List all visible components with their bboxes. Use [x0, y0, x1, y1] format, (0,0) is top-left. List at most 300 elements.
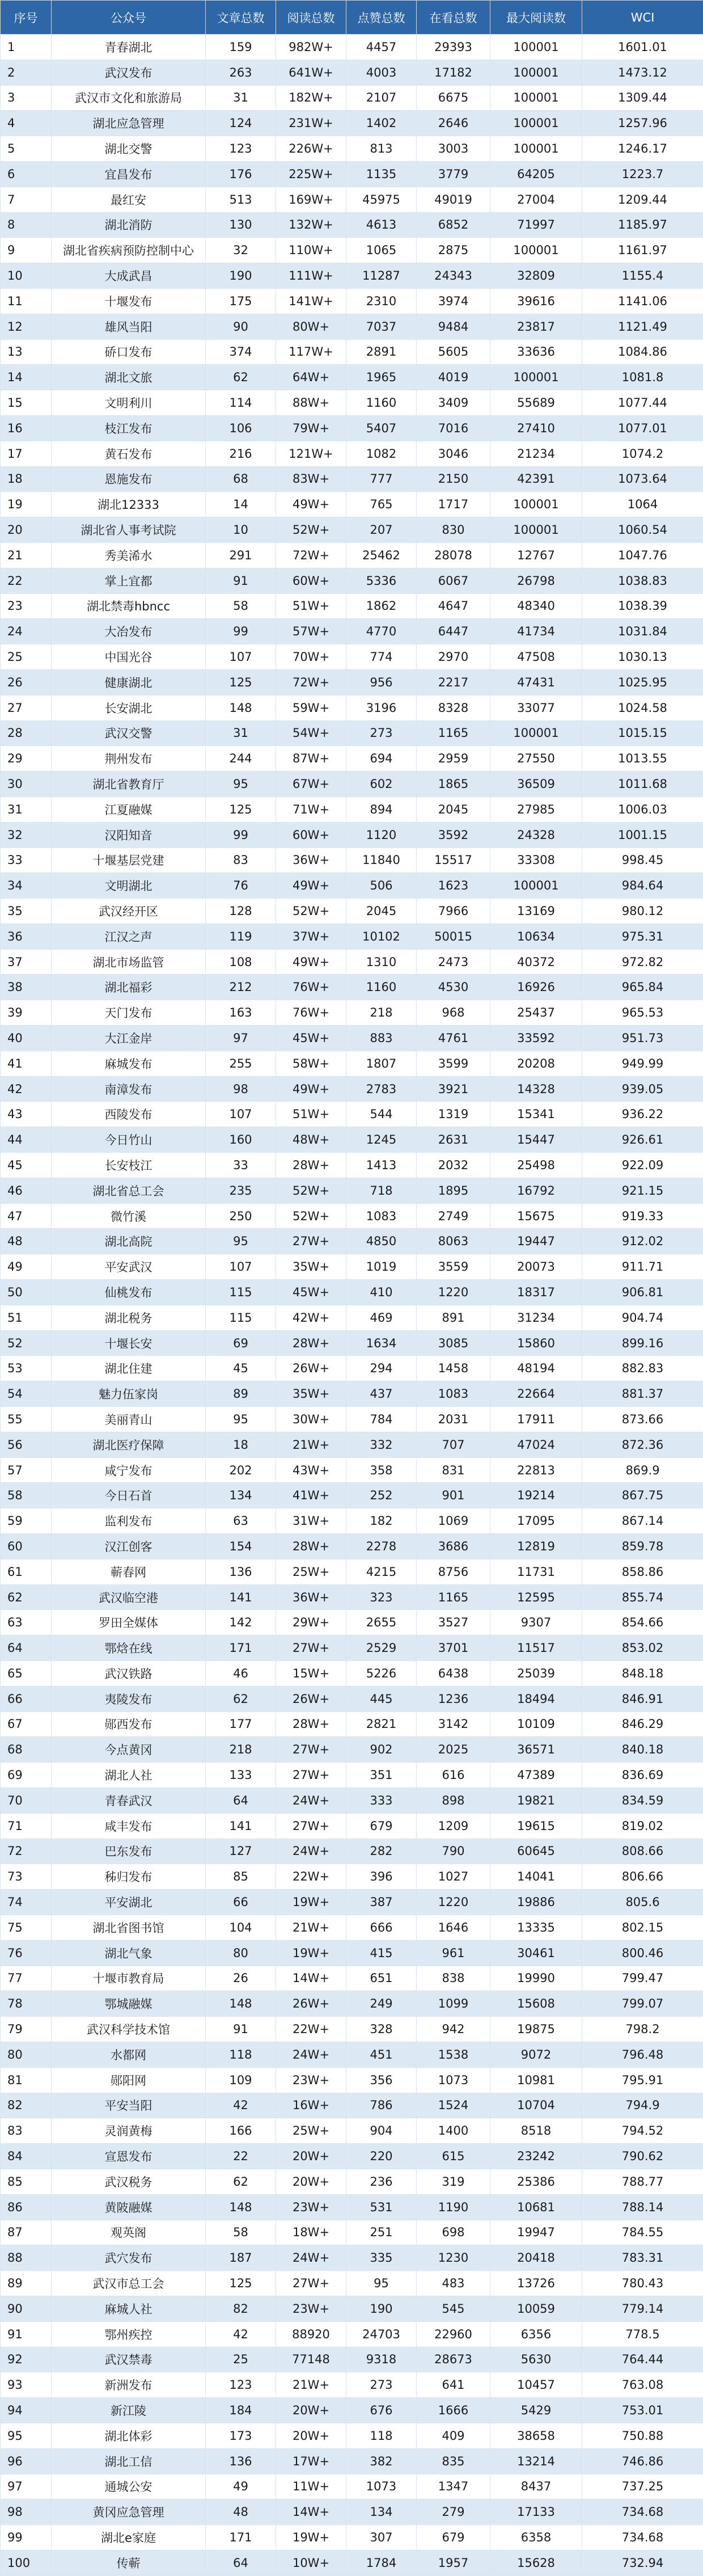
likes-cell: 410 — [346, 1280, 417, 1305]
account-name-cell: 今点黄冈 — [52, 1737, 206, 1763]
articles-cell: 160 — [206, 1127, 276, 1153]
table-row — [1, 390, 703, 416]
reads-cell: 20W+ — [276, 2398, 346, 2423]
watching-cell: 1230 — [417, 2245, 490, 2271]
articles-cell: 154 — [206, 1534, 276, 1559]
likes-cell: 10102 — [346, 924, 417, 949]
account-name-cell: 湖北气象 — [52, 1940, 206, 1966]
reads-cell: 26W+ — [276, 1991, 346, 2017]
articles-cell: 58 — [206, 2220, 276, 2245]
account-name-cell: 武汉市文化和旅游局 — [52, 85, 206, 111]
likes-cell: 5336 — [346, 568, 417, 593]
wci-cell: 1141.06 — [582, 288, 703, 314]
articles-cell: 115 — [206, 1280, 276, 1305]
table-row — [1, 2347, 703, 2372]
table-row — [1, 1787, 703, 1813]
max-reads-cell: 32809 — [490, 263, 582, 289]
reads-cell: 72W+ — [276, 542, 346, 568]
watching-cell: 2031 — [417, 1407, 490, 1432]
max-reads-cell: 19214 — [490, 1483, 582, 1508]
watching-cell: 1209 — [417, 1813, 490, 1839]
articles-cell: 136 — [206, 2448, 276, 2474]
account-name-cell: 南漳发布 — [52, 1076, 206, 1102]
account-name-cell: 监利发布 — [52, 1508, 206, 1534]
max-reads-cell: 20208 — [490, 1051, 582, 1076]
table-row — [1, 1610, 703, 1635]
watching-cell: 2025 — [417, 1737, 490, 1763]
account-name-cell: 武汉经开区 — [52, 899, 206, 924]
reads-cell: 117W+ — [276, 339, 346, 365]
likes-cell: 358 — [346, 1457, 417, 1483]
wci-cell: 965.53 — [582, 1000, 703, 1026]
max-reads-cell: 100001 — [490, 720, 582, 746]
rank-cell: 41 — [1, 1051, 52, 1076]
table-row — [1, 339, 703, 365]
watching-cell: 3409 — [417, 390, 490, 416]
max-reads-cell: 10457 — [490, 2372, 582, 2398]
rank-cell: 28 — [1, 720, 52, 746]
rank-cell: 26 — [1, 669, 52, 695]
articles-cell: 32 — [206, 238, 276, 263]
articles-cell: 95 — [206, 771, 276, 797]
watching-cell: 3085 — [417, 1330, 490, 1356]
rank-cell: 15 — [1, 390, 52, 416]
reads-cell: 59W+ — [276, 695, 346, 720]
account-name-cell: 青春武汉 — [52, 1787, 206, 1813]
likes-cell: 5407 — [346, 415, 417, 441]
likes-cell: 1862 — [346, 593, 417, 619]
wci-cell: 840.18 — [582, 1737, 703, 1763]
articles-cell: 99 — [206, 619, 276, 644]
watching-cell: 24343 — [417, 263, 490, 289]
likes-cell: 2655 — [346, 1610, 417, 1635]
max-reads-cell: 33636 — [490, 339, 582, 365]
likes-cell: 437 — [346, 1381, 417, 1407]
max-reads-cell: 8437 — [490, 2474, 582, 2499]
max-reads-cell: 27004 — [490, 187, 582, 212]
reads-cell: 45W+ — [276, 1026, 346, 1051]
likes-cell: 883 — [346, 1026, 417, 1051]
table-row — [1, 796, 703, 822]
articles-cell: 175 — [206, 288, 276, 314]
wci-cell: 763.08 — [582, 2372, 703, 2398]
likes-cell: 1160 — [346, 975, 417, 1000]
account-name-cell: 大江金岸 — [52, 1026, 206, 1051]
rank-cell: 5 — [1, 136, 52, 162]
rank-cell: 32 — [1, 822, 52, 848]
likes-cell: 220 — [346, 2144, 417, 2169]
table-row — [1, 695, 703, 720]
account-name-cell: 武汉市总工会 — [52, 2271, 206, 2296]
watching-cell: 1236 — [417, 1686, 490, 1711]
max-reads-cell: 13214 — [490, 2448, 582, 2474]
account-name-cell: 大冶发布 — [52, 619, 206, 644]
reads-cell: 77148 — [276, 2347, 346, 2372]
watching-cell: 1220 — [417, 1890, 490, 1915]
likes-cell: 252 — [346, 1483, 417, 1508]
articles-cell: 141 — [206, 1584, 276, 1610]
reads-cell: 27W+ — [276, 2271, 346, 2296]
account-name-cell: 湖北税务 — [52, 1305, 206, 1330]
reads-cell: 52W+ — [276, 899, 346, 924]
articles-cell: 62 — [206, 1686, 276, 1711]
articles-cell: 89 — [206, 1381, 276, 1407]
table-row — [1, 85, 703, 111]
watching-cell: 3592 — [417, 822, 490, 848]
articles-cell: 66 — [206, 1890, 276, 1915]
wci-cell: 848.18 — [582, 1661, 703, 1687]
reads-cell: 29W+ — [276, 1610, 346, 1635]
header-wci: WCI — [582, 1, 703, 35]
articles-cell: 212 — [206, 975, 276, 1000]
wci-cell: 872.36 — [582, 1432, 703, 1457]
likes-cell: 2783 — [346, 1076, 417, 1102]
account-name-cell: 平安湖北 — [52, 1890, 206, 1915]
wci-cell: 1473.12 — [582, 60, 703, 85]
watching-cell: 17182 — [417, 60, 490, 85]
max-reads-cell: 19947 — [490, 2220, 582, 2245]
max-reads-cell: 24328 — [490, 822, 582, 848]
watching-cell: 4761 — [417, 1026, 490, 1051]
header-row — [1, 1, 703, 35]
reads-cell: 72W+ — [276, 669, 346, 695]
likes-cell: 273 — [346, 2372, 417, 2398]
max-reads-cell: 10681 — [490, 2194, 582, 2220]
likes-cell: 506 — [346, 873, 417, 899]
reads-cell: 14W+ — [276, 2499, 346, 2525]
watching-cell: 1865 — [417, 771, 490, 797]
likes-cell: 1019 — [346, 1254, 417, 1280]
watching-cell: 6447 — [417, 619, 490, 644]
account-name-cell: 罗田全媒体 — [52, 1610, 206, 1635]
rank-cell: 44 — [1, 1127, 52, 1153]
wci-cell: 732.94 — [582, 2550, 703, 2575]
articles-cell: 244 — [206, 746, 276, 771]
articles-cell: 80 — [206, 1940, 276, 1966]
wci-cell: 788.14 — [582, 2194, 703, 2220]
header-reads: 阅读总数 — [276, 1, 346, 35]
articles-cell: 63 — [206, 1508, 276, 1534]
header-max-reads: 最大阅读数 — [490, 1, 582, 35]
likes-cell: 1310 — [346, 949, 417, 975]
articles-cell: 46 — [206, 1661, 276, 1687]
rank-cell: 7 — [1, 187, 52, 212]
likes-cell: 1634 — [346, 1330, 417, 1356]
reads-cell: 28W+ — [276, 1534, 346, 1559]
likes-cell: 1784 — [346, 2550, 417, 2575]
likes-cell: 784 — [346, 1407, 417, 1432]
table-row — [1, 1457, 703, 1483]
likes-cell: 25462 — [346, 542, 417, 568]
likes-cell: 786 — [346, 2093, 417, 2118]
watching-cell: 4647 — [417, 593, 490, 619]
rank-cell: 70 — [1, 1787, 52, 1813]
reads-cell: 52W+ — [276, 1203, 346, 1229]
table-row — [1, 2220, 703, 2245]
max-reads-cell: 20073 — [490, 1254, 582, 1280]
articles-cell: 62 — [206, 2169, 276, 2194]
articles-cell: 58 — [206, 593, 276, 619]
likes-cell: 531 — [346, 2194, 417, 2220]
max-reads-cell: 22664 — [490, 1381, 582, 1407]
watching-cell: 1069 — [417, 1508, 490, 1534]
rank-cell: 73 — [1, 1864, 52, 1890]
wci-cell: 855.74 — [582, 1584, 703, 1610]
wci-cell: 1038.39 — [582, 593, 703, 619]
likes-cell: 1807 — [346, 1051, 417, 1076]
reads-cell: 31W+ — [276, 1508, 346, 1534]
table-row — [1, 2017, 703, 2042]
table-row — [1, 1026, 703, 1051]
account-name-cell: 水都网 — [52, 2042, 206, 2067]
watching-cell: 545 — [417, 2296, 490, 2321]
likes-cell: 323 — [346, 1584, 417, 1610]
max-reads-cell: 5429 — [490, 2398, 582, 2423]
watching-cell: 831 — [417, 1457, 490, 1483]
articles-cell: 123 — [206, 2372, 276, 2398]
table-row — [1, 593, 703, 619]
watching-cell: 961 — [417, 1940, 490, 1966]
watching-cell: 319 — [417, 2169, 490, 2194]
wci-cell: 846.29 — [582, 1711, 703, 1737]
account-name-cell: 传蕲 — [52, 2550, 206, 2575]
wci-cell: 904.74 — [582, 1305, 703, 1330]
max-reads-cell: 48340 — [490, 593, 582, 619]
wci-cell: 998.45 — [582, 848, 703, 873]
max-reads-cell: 18317 — [490, 1280, 582, 1305]
watching-cell: 790 — [417, 1839, 490, 1864]
reads-cell: 22W+ — [276, 2017, 346, 2042]
wci-cell: 853.02 — [582, 1635, 703, 1661]
articles-cell: 42 — [206, 2093, 276, 2118]
rank-cell: 89 — [1, 2271, 52, 2296]
max-reads-cell: 42391 — [490, 466, 582, 492]
likes-cell: 396 — [346, 1864, 417, 1890]
reads-cell: 27W+ — [276, 1635, 346, 1661]
rank-cell: 91 — [1, 2321, 52, 2347]
wci-cell: 1001.15 — [582, 822, 703, 848]
articles-cell: 235 — [206, 1178, 276, 1203]
table-row — [1, 1203, 703, 1229]
table-row — [1, 1966, 703, 1991]
reads-cell: 24W+ — [276, 1839, 346, 1864]
articles-cell: 82 — [206, 2296, 276, 2321]
table-row — [1, 1534, 703, 1559]
watching-cell: 1319 — [417, 1102, 490, 1127]
watching-cell: 2045 — [417, 796, 490, 822]
rank-cell: 49 — [1, 1254, 52, 1280]
max-reads-cell: 36509 — [490, 771, 582, 797]
account-name-cell: 秀美浠水 — [52, 542, 206, 568]
likes-cell: 1083 — [346, 1203, 417, 1229]
header-rank: 序号 — [1, 1, 52, 35]
max-reads-cell: 16792 — [490, 1178, 582, 1203]
likes-cell: 956 — [346, 669, 417, 695]
likes-cell: 190 — [346, 2296, 417, 2321]
max-reads-cell: 20418 — [490, 2245, 582, 2271]
max-reads-cell: 100001 — [490, 85, 582, 111]
reads-cell: 21W+ — [276, 1915, 346, 1940]
wci-cell: 926.61 — [582, 1127, 703, 1153]
wci-cell: 780.43 — [582, 2271, 703, 2296]
articles-cell: 176 — [206, 161, 276, 187]
account-name-cell: 武穴发布 — [52, 2245, 206, 2271]
likes-cell: 236 — [346, 2169, 417, 2194]
rank-cell: 3 — [1, 85, 52, 111]
watching-cell: 830 — [417, 517, 490, 543]
max-reads-cell: 100001 — [490, 492, 582, 517]
account-name-cell: 新洲发布 — [52, 2372, 206, 2398]
likes-cell: 1402 — [346, 111, 417, 136]
max-reads-cell: 10634 — [490, 924, 582, 949]
rank-cell: 42 — [1, 1076, 52, 1102]
max-reads-cell: 10981 — [490, 2067, 582, 2093]
rank-cell: 30 — [1, 771, 52, 797]
watching-cell: 2150 — [417, 466, 490, 492]
reads-cell: 76W+ — [276, 1000, 346, 1026]
account-name-cell: 湖北体彩 — [52, 2423, 206, 2448]
table-row — [1, 314, 703, 339]
reads-cell: 121W+ — [276, 441, 346, 466]
rank-cell: 45 — [1, 1153, 52, 1178]
wci-cell: 1015.15 — [582, 720, 703, 746]
account-name-cell: 武汉税务 — [52, 2169, 206, 2194]
reads-cell: 15W+ — [276, 1661, 346, 1687]
rank-cell: 33 — [1, 848, 52, 873]
max-reads-cell: 14041 — [490, 1864, 582, 1890]
reads-cell: 24W+ — [276, 2042, 346, 2067]
articles-cell: 10 — [206, 517, 276, 543]
watching-cell: 898 — [417, 1787, 490, 1813]
reads-cell: 141W+ — [276, 288, 346, 314]
table-row — [1, 2194, 703, 2220]
articles-cell: 171 — [206, 2525, 276, 2550]
header-account: 公众号 — [52, 1, 206, 35]
watching-cell: 8756 — [417, 1559, 490, 1584]
wci-cell: 783.31 — [582, 2245, 703, 2271]
wci-cell: 1006.03 — [582, 796, 703, 822]
max-reads-cell: 19821 — [490, 1787, 582, 1813]
account-name-cell: 武汉禁毒 — [52, 2347, 206, 2372]
account-name-cell: 荆州发布 — [52, 746, 206, 771]
max-reads-cell: 6356 — [490, 2321, 582, 2347]
reads-cell: 37W+ — [276, 924, 346, 949]
account-name-cell: 中国光谷 — [52, 644, 206, 670]
table-row — [1, 619, 703, 644]
table-row — [1, 1890, 703, 1915]
wci-cell: 779.14 — [582, 2296, 703, 2321]
watching-cell: 6675 — [417, 85, 490, 111]
articles-cell: 108 — [206, 949, 276, 975]
reads-cell: 19W+ — [276, 2525, 346, 2550]
articles-cell: 291 — [206, 542, 276, 568]
reads-cell: 54W+ — [276, 720, 346, 746]
table-row — [1, 542, 703, 568]
reads-cell: 23W+ — [276, 2067, 346, 2093]
reads-cell: 58W+ — [276, 1051, 346, 1076]
rank-cell: 86 — [1, 2194, 52, 2220]
reads-cell: 42W+ — [276, 1305, 346, 1330]
articles-cell: 374 — [206, 339, 276, 365]
rank-cell: 77 — [1, 1966, 52, 1991]
articles-cell: 177 — [206, 1711, 276, 1737]
watching-cell: 1099 — [417, 1991, 490, 2017]
watching-cell: 2749 — [417, 1203, 490, 1229]
watching-cell: 835 — [417, 2448, 490, 2474]
table-row — [1, 669, 703, 695]
account-name-cell: 麻城人社 — [52, 2296, 206, 2321]
watching-cell: 1165 — [417, 720, 490, 746]
account-name-cell: 湖北省图书馆 — [52, 1915, 206, 1940]
watching-cell: 2473 — [417, 949, 490, 975]
account-name-cell: 武汉科学技术馆 — [52, 2017, 206, 2042]
articles-cell: 173 — [206, 2423, 276, 2448]
likes-cell: 387 — [346, 1890, 417, 1915]
articles-cell: 33 — [206, 1153, 276, 1178]
table-row — [1, 1711, 703, 1737]
account-name-cell: 湖北住建 — [52, 1356, 206, 1381]
account-name-cell: 郧阳网 — [52, 2067, 206, 2093]
articles-cell: 91 — [206, 568, 276, 593]
account-name-cell: 文明利川 — [52, 390, 206, 416]
articles-cell: 85 — [206, 1864, 276, 1890]
max-reads-cell: 5630 — [490, 2347, 582, 2372]
account-name-cell: 湖北市场监管 — [52, 949, 206, 975]
table-row — [1, 2042, 703, 2067]
max-reads-cell: 13726 — [490, 2271, 582, 2296]
watching-cell: 49019 — [417, 187, 490, 212]
articles-cell: 95 — [206, 1229, 276, 1254]
table-row — [1, 2296, 703, 2321]
reads-cell: 51W+ — [276, 593, 346, 619]
account-name-cell: 雄风当阳 — [52, 314, 206, 339]
wci-cell: 906.81 — [582, 1280, 703, 1305]
watching-cell: 968 — [417, 1000, 490, 1026]
watching-cell: 28673 — [417, 2347, 490, 2372]
articles-cell: 18 — [206, 1432, 276, 1457]
rank-cell: 59 — [1, 1508, 52, 1534]
table-row — [1, 415, 703, 441]
account-name-cell: 湖北12333 — [52, 492, 206, 517]
table-row — [1, 288, 703, 314]
reads-cell: 57W+ — [276, 619, 346, 644]
max-reads-cell: 100001 — [490, 238, 582, 263]
max-reads-cell: 33077 — [490, 695, 582, 720]
likes-cell: 4457 — [346, 35, 417, 60]
wci-cell: 949.99 — [582, 1051, 703, 1076]
table-row — [1, 441, 703, 466]
rank-cell: 93 — [1, 2372, 52, 2398]
likes-cell: 218 — [346, 1000, 417, 1026]
wci-cell: 1121.49 — [582, 314, 703, 339]
reads-cell: 14W+ — [276, 1966, 346, 1991]
articles-cell: 64 — [206, 2550, 276, 2575]
table-row — [1, 924, 703, 949]
max-reads-cell: 19990 — [490, 1966, 582, 1991]
likes-cell: 777 — [346, 466, 417, 492]
likes-cell: 718 — [346, 1178, 417, 1203]
reads-cell: 225W+ — [276, 161, 346, 187]
rank-cell: 38 — [1, 975, 52, 1000]
likes-cell: 118 — [346, 2423, 417, 2448]
table-row — [1, 2474, 703, 2499]
reads-cell: 21W+ — [276, 1432, 346, 1457]
wci-cell: 984.64 — [582, 873, 703, 899]
table-row — [1, 2093, 703, 2118]
table-row — [1, 212, 703, 238]
likes-cell: 1245 — [346, 1127, 417, 1153]
max-reads-cell: 18494 — [490, 1686, 582, 1711]
